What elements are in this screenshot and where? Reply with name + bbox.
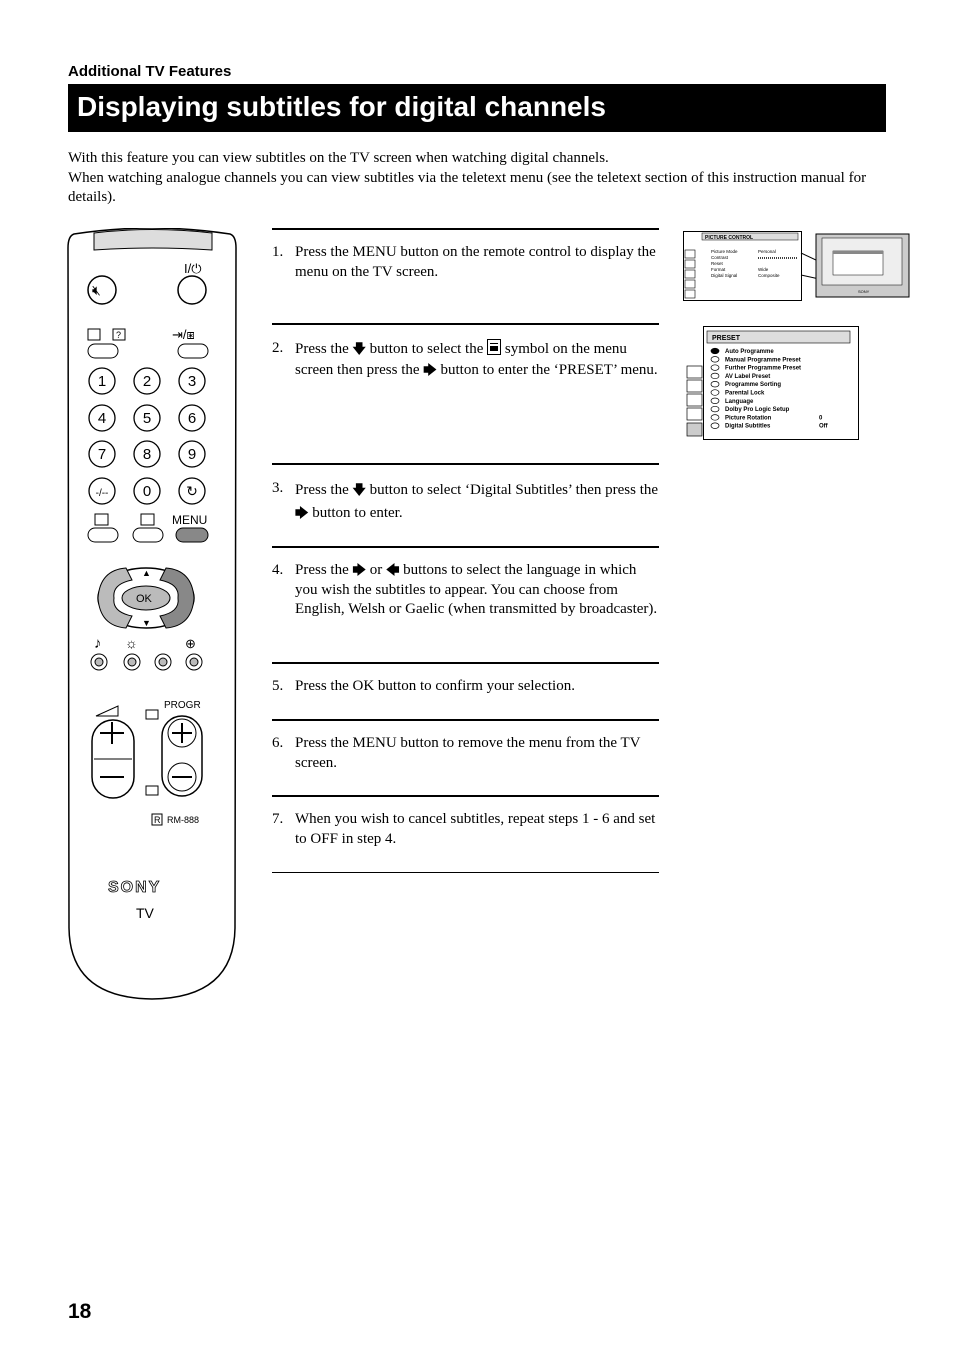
preset-item-label: Digital Subtitles [725,423,771,430]
preset-bullet [711,348,719,354]
step-4: 4. Press the 🡆 or 🡄 buttons to select the language in which you wish the subtitles to appear. You can choose from English, Welsh or Gaelic (when transmitted by broadcaster). [272,546,659,664]
right-arrow-icon: 🡆 [295,506,309,521]
preset-item-value: Off [819,423,828,430]
progr-label: PROGR [164,700,201,711]
mute-button [88,276,116,304]
remote-control-illustration [66,228,238,1009]
preset-item-label: Manual Programme Preset [725,357,801,364]
svg-text:▲: ▲ [142,568,151,578]
key-label-2: 3 [187,373,197,390]
pc-row-value: Personal [758,249,776,254]
side-icons [687,366,702,436]
picture-icon: ☼ [125,635,138,651]
preset-item-label: Further Programme Preset [725,365,802,372]
preset-item-label: Dolby Pro Logic Setup [725,407,790,414]
key-label-9: -/-- [95,488,109,499]
key-label-3: 4 [97,410,107,427]
pc-row-label: Reset [711,261,723,266]
section-label: Additional TV Features [68,63,232,80]
key-label-5: 6 [187,410,197,427]
down-arrow-icon: 🡇 [352,342,366,357]
step-6: 6. Press the MENU button to remove the menu from the TV screen. [272,719,659,796]
down-arrow-icon: 🡇 [352,483,366,498]
tv-label: TV [136,905,154,921]
menu-label: MENU [172,513,208,527]
title-bar [68,84,886,132]
picture-control-screen [683,231,911,308]
page-number: 18 [68,1300,92,1323]
preset-symbol-icon [487,339,501,355]
preset-item-label: Language [725,398,754,405]
registered-mark: R [154,815,161,825]
step-7: 7. When you wish to cancel subtitles, repeat steps 1 - 6 and set to OFF in step 4. [272,795,659,873]
key-label-0: 1 [97,373,107,390]
sound-icon: ♪ [94,635,102,652]
preset-bullet [711,365,719,371]
preset-bullet [711,357,719,363]
intro-paragraph-1: With this feature you can view subtitles on the TV screen when watching digital channels. [68,150,609,166]
step-3: 3. Press the 🡇 button to select ‘Digital Subtitles’ then press the 🡆 button to enter. [272,463,659,547]
svg-text:?: ? [116,330,122,340]
preset-bullet [711,390,719,396]
preset-bullet [711,381,719,387]
key-label-10: 0 [142,483,152,500]
navigation-pad [98,568,194,628]
step-1: 1. Press the MENU button on the remote control to display the menu on the TV screen. [272,228,659,324]
key-label-7: 8 [142,446,152,463]
preset-item-label: Programme Sorting [725,382,782,389]
step-5: 5. Press the OK button to confirm your selection. [272,662,659,720]
right-arrow-icon: 🡆 [352,563,366,578]
tv-set-brand: SONY [858,289,870,294]
svg-text:⇥/⧆: ⇥/⧆ [172,327,195,342]
jump-icon: ↻ [186,483,198,499]
brand-logo: SONY [108,879,162,896]
pc-row-label: Format [711,267,726,272]
ok-label: OK [136,593,152,605]
key-label-6: 7 [97,446,107,463]
pc-row-label: Picture Mode [711,249,738,254]
svg-text:▼: ▼ [142,618,151,628]
key-label-8: 9 [187,446,197,463]
intro [68,149,888,208]
step-2: 2. Press the 🡇 button to select the symbol on the menu screen then press the 🡆 button to enter the ‘PRESET’ menu. [272,323,659,463]
preset-item-label: Parental Lock [725,390,765,397]
preset-item-label: Picture Rotation [725,415,772,422]
intro-paragraph-2: When watching analogue channels you can view subtitles via the teletext menu (see the teletext section of this instruction manual for details). [68,169,867,205]
picture-control-title: PICTURE CONTROL [705,235,754,241]
tv-set-icon [816,234,909,297]
pc-row-label: Digital Signal [711,273,738,278]
pc-row-label: Contrast [711,255,729,260]
preset-bullet [711,398,719,404]
preset-bullet [711,373,719,379]
preset-bullet [711,423,719,429]
page-title: Displaying subtitles for digital channels [77,91,606,122]
key-label-1: 2 [142,373,152,390]
preset-title: PRESET [712,335,741,342]
preset-item-label: AV Label Preset [725,373,771,380]
key-label-4: 5 [142,410,152,427]
right-arrow-icon: 🡆 [423,363,437,378]
preset-bullet [711,415,719,421]
preset-item-label: Auto Programme [725,349,774,355]
preset-item-value: 0 [819,415,823,422]
side-icons [685,250,695,298]
pc-row-value: Composite [758,273,780,278]
pc-row-value: Wide [758,267,769,272]
position-icon: ⊕ [185,636,196,651]
preset-bullet [711,406,719,412]
model-label: RM-888 [167,815,200,825]
left-arrow-icon: 🡄 [385,563,400,578]
preset-menu-screen [685,326,861,447]
power-label: I/⏻ [184,261,202,276]
mute-icon: 🔇︎ [92,282,101,298]
